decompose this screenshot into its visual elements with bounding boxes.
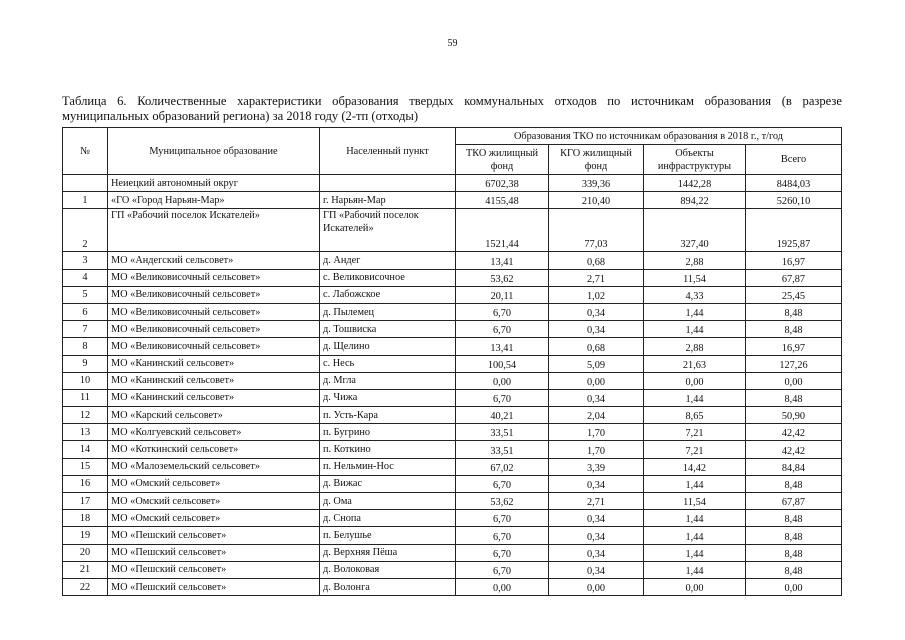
table-row [63, 209, 842, 252]
cell-municipality: МО «Канинский сельсовет» [108, 355, 320, 372]
cell-tko: 4155,48 [456, 192, 549, 209]
cell-municipality: МО «Омский сельсовет» [108, 475, 320, 492]
cell-settlement: с. Несь [320, 355, 456, 372]
cell-settlement: д. Верхняя Пёша [320, 544, 456, 561]
cell-municipality: Неиецкий автономный округ [108, 175, 320, 192]
table-row [63, 321, 842, 338]
header-settlement: Населенный пункт [320, 128, 456, 175]
cell-num: 10 [63, 372, 108, 389]
cell-infra: 2,88 [644, 252, 746, 269]
cell-kgo: 0,34 [549, 527, 644, 544]
cell-settlement: д. Волонга [320, 578, 456, 595]
cell-total: 8,48 [746, 544, 842, 561]
cell-num: 14 [63, 441, 108, 458]
cell-infra: 21,63 [644, 355, 746, 372]
cell-tko: 33,51 [456, 424, 549, 441]
table-row [63, 578, 842, 595]
cell-municipality: МО «Пешский сельсовет» [108, 527, 320, 544]
table-row [63, 458, 842, 475]
cell-tko: 6,70 [456, 321, 549, 338]
cell-tko: 53,62 [456, 493, 549, 510]
cell-infra: 2,88 [644, 338, 746, 355]
cell-num: 13 [63, 424, 108, 441]
cell-num: 22 [63, 578, 108, 595]
header-municipality: Муниципальное образование [108, 128, 320, 175]
cell-settlement [320, 175, 456, 192]
cell-total: 84,84 [746, 458, 842, 475]
cell-infra: 1,44 [644, 510, 746, 527]
cell-num: 5 [63, 286, 108, 303]
cell-kgo: 3,39 [549, 458, 644, 475]
cell-kgo: 77,03 [549, 209, 644, 252]
cell-kgo: 0,68 [549, 252, 644, 269]
cell-municipality: «ГО «Город Нарьян-Мар» [108, 192, 320, 209]
cell-kgo: 5,09 [549, 355, 644, 372]
cell-total: 67,87 [746, 493, 842, 510]
cell-settlement: д. Щелино [320, 338, 456, 355]
cell-infra: 1,44 [644, 475, 746, 492]
cell-num: 7 [63, 321, 108, 338]
cell-infra: 0,00 [644, 372, 746, 389]
cell-num: 1 [63, 192, 108, 209]
table-row [63, 355, 842, 372]
cell-infra: 1,44 [644, 561, 746, 578]
cell-num: 12 [63, 407, 108, 424]
header-group: Образования ТКО по источникам образования в 2018 г., т/год [456, 128, 842, 145]
cell-municipality: ГП «Рабочий поселок Искателей» [108, 209, 320, 252]
cell-kgo: 2,04 [549, 407, 644, 424]
cell-infra: 7,21 [644, 441, 746, 458]
table-row [63, 441, 842, 458]
cell-kgo: 2,71 [549, 493, 644, 510]
cell-num: 9 [63, 355, 108, 372]
cell-kgo: 339,36 [549, 175, 644, 192]
cell-municipality: МО «Пешский сельсовет» [108, 544, 320, 561]
cell-kgo: 0,34 [549, 321, 644, 338]
cell-settlement: п. Белушье [320, 527, 456, 544]
cell-num: 19 [63, 527, 108, 544]
header-num: № [63, 128, 108, 175]
cell-municipality: МО «Канинский сельсовет» [108, 389, 320, 406]
table-row [63, 303, 842, 320]
cell-total: 16,97 [746, 252, 842, 269]
cell-total: 1925,87 [746, 209, 842, 252]
cell-tko: 67,02 [456, 458, 549, 475]
cell-infra: 4,33 [644, 286, 746, 303]
cell-settlement: ГП «Рабочий поселок Искателей» [320, 209, 456, 252]
cell-total: 16,97 [746, 338, 842, 355]
cell-infra: 14,42 [644, 458, 746, 475]
header-total: Всего [746, 145, 842, 175]
cell-tko: 6702,38 [456, 175, 549, 192]
cell-municipality: МО «Андегский сельсовет» [108, 252, 320, 269]
cell-infra: 11,54 [644, 269, 746, 286]
cell-tko: 53,62 [456, 269, 549, 286]
cell-municipality: МО «Колгуевский сельсовет» [108, 424, 320, 441]
cell-tko: 6,70 [456, 303, 549, 320]
cell-infra: 8,65 [644, 407, 746, 424]
cell-num: 4 [63, 269, 108, 286]
table-row [63, 269, 842, 286]
cell-total: 0,00 [746, 372, 842, 389]
table-row [63, 475, 842, 492]
cell-settlement: п. Коткино [320, 441, 456, 458]
cell-tko: 6,70 [456, 527, 549, 544]
cell-settlement: д. Чижа [320, 389, 456, 406]
cell-settlement: д. Пылемец [320, 303, 456, 320]
cell-tko: 0,00 [456, 372, 549, 389]
cell-tko: 20,11 [456, 286, 549, 303]
cell-settlement: г. Нарьян-Мар [320, 192, 456, 209]
cell-infra: 11,54 [644, 493, 746, 510]
cell-tko: 13,41 [456, 338, 549, 355]
cell-total: 42,42 [746, 424, 842, 441]
cell-municipality: МО «Великовисочный сельсовет» [108, 338, 320, 355]
cell-num: 15 [63, 458, 108, 475]
table-row [63, 252, 842, 269]
cell-total: 67,87 [746, 269, 842, 286]
cell-tko: 0,00 [456, 578, 549, 595]
cell-total: 8,48 [746, 475, 842, 492]
cell-settlement: п. Нельмин-Нос [320, 458, 456, 475]
cell-tko: 13,41 [456, 252, 549, 269]
cell-num: 8 [63, 338, 108, 355]
cell-settlement: д. Снопа [320, 510, 456, 527]
cell-kgo: 1,70 [549, 441, 644, 458]
cell-infra: 7,21 [644, 424, 746, 441]
cell-total: 50,90 [746, 407, 842, 424]
cell-municipality: МО «Омский сельсовет» [108, 493, 320, 510]
cell-municipality: МО «Омский сельсовет» [108, 510, 320, 527]
cell-tko: 6,70 [456, 389, 549, 406]
cell-settlement: д. Мгла [320, 372, 456, 389]
cell-tko: 6,70 [456, 475, 549, 492]
cell-infra: 1,44 [644, 389, 746, 406]
cell-num: 6 [63, 303, 108, 320]
header-infra: Объекты инфраструктуры [644, 145, 746, 175]
table-caption: Таблица 6. Количественные характеристики образования твердых коммунальных отходов по источникам образования (в разрезе муниципальных образований региона) за 2018 году (2-тп (отходы) [62, 94, 842, 123]
cell-total: 5260,10 [746, 192, 842, 209]
cell-infra: 1442,28 [644, 175, 746, 192]
cell-kgo: 0,34 [549, 303, 644, 320]
cell-total: 8,48 [746, 527, 842, 544]
cell-num: 20 [63, 544, 108, 561]
cell-municipality: МО «Карский сельсовет» [108, 407, 320, 424]
cell-kgo: 0,34 [549, 544, 644, 561]
page-number: 59 [447, 38, 458, 49]
cell-kgo: 0,34 [549, 510, 644, 527]
cell-total: 25,45 [746, 286, 842, 303]
cell-total: 127,26 [746, 355, 842, 372]
cell-kgo: 0,00 [549, 372, 644, 389]
cell-infra: 327,40 [644, 209, 746, 252]
table-row [63, 510, 842, 527]
table-row [63, 192, 842, 209]
cell-municipality: МО «Великовисочный сельсовет» [108, 321, 320, 338]
cell-kgo: 0,00 [549, 578, 644, 595]
cell-kgo: 1,70 [549, 424, 644, 441]
cell-infra: 0,00 [644, 578, 746, 595]
cell-tko: 1521,44 [456, 209, 549, 252]
cell-settlement: с. Лабожское [320, 286, 456, 303]
cell-tko: 100,54 [456, 355, 549, 372]
cell-tko: 6,70 [456, 510, 549, 527]
cell-settlement: д. Тошвиска [320, 321, 456, 338]
cell-kgo: 0,68 [549, 338, 644, 355]
cell-infra: 894,22 [644, 192, 746, 209]
table-row [63, 561, 842, 578]
cell-num: 16 [63, 475, 108, 492]
cell-settlement: п. Бугрино [320, 424, 456, 441]
cell-total: 8,48 [746, 561, 842, 578]
cell-settlement: д. Волоковая [320, 561, 456, 578]
cell-municipality: МО «Великовисочный сельсовет» [108, 269, 320, 286]
table-row [63, 389, 842, 406]
cell-kgo: 2,71 [549, 269, 644, 286]
cell-kgo: 0,34 [549, 475, 644, 492]
cell-infra: 1,44 [644, 544, 746, 561]
table-row [63, 493, 842, 510]
cell-total: 42,42 [746, 441, 842, 458]
cell-tko: 33,51 [456, 441, 549, 458]
cell-settlement: д. Вижас [320, 475, 456, 492]
cell-total: 8,48 [746, 510, 842, 527]
cell-num: 11 [63, 389, 108, 406]
cell-municipality: МО «Пешский сельсовет» [108, 561, 320, 578]
cell-settlement: п. Усть-Кара [320, 407, 456, 424]
cell-total: 8,48 [746, 389, 842, 406]
table-row [63, 544, 842, 561]
waste-table [62, 127, 842, 596]
table-row [63, 407, 842, 424]
cell-infra: 1,44 [644, 303, 746, 320]
cell-num: 17 [63, 493, 108, 510]
cell-total: 0,00 [746, 578, 842, 595]
cell-municipality: МО «Великовисочный сельсовет» [108, 286, 320, 303]
cell-settlement: д. Ома [320, 493, 456, 510]
cell-infra: 1,44 [644, 527, 746, 544]
cell-municipality: МО «Канинский сельсовет» [108, 372, 320, 389]
cell-settlement: д. Андег [320, 252, 456, 269]
cell-municipality: МО «Коткинский сельсовет» [108, 441, 320, 458]
cell-kgo: 0,34 [549, 561, 644, 578]
cell-infra: 1,44 [644, 321, 746, 338]
cell-num: 3 [63, 252, 108, 269]
table-row [63, 372, 842, 389]
header-tko: ТКО жилищный фонд [456, 145, 549, 175]
table-row [63, 527, 842, 544]
cell-kgo: 210,40 [549, 192, 644, 209]
header-row-1 [63, 128, 842, 145]
summary-row [63, 175, 842, 192]
cell-municipality: МО «Пешский сельсовет» [108, 578, 320, 595]
table-row [63, 424, 842, 441]
cell-kgo: 1,02 [549, 286, 644, 303]
cell-municipality: МО «Великовисочный сельсовет» [108, 303, 320, 320]
cell-num: 21 [63, 561, 108, 578]
cell-num: 2 [63, 209, 108, 252]
cell-tko: 40,21 [456, 407, 549, 424]
cell-num [63, 175, 108, 192]
cell-num: 18 [63, 510, 108, 527]
cell-total: 8484,03 [746, 175, 842, 192]
cell-tko: 6,70 [456, 544, 549, 561]
table-row [63, 338, 842, 355]
cell-total: 8,48 [746, 321, 842, 338]
cell-settlement: с. Великовисочное [320, 269, 456, 286]
cell-kgo: 0,34 [549, 389, 644, 406]
cell-municipality: МО «Малоземельский сельсовет» [108, 458, 320, 475]
cell-total: 8,48 [746, 303, 842, 320]
header-kgo: КГО жилищный фонд [549, 145, 644, 175]
table-row [63, 286, 842, 303]
cell-tko: 6,70 [456, 561, 549, 578]
